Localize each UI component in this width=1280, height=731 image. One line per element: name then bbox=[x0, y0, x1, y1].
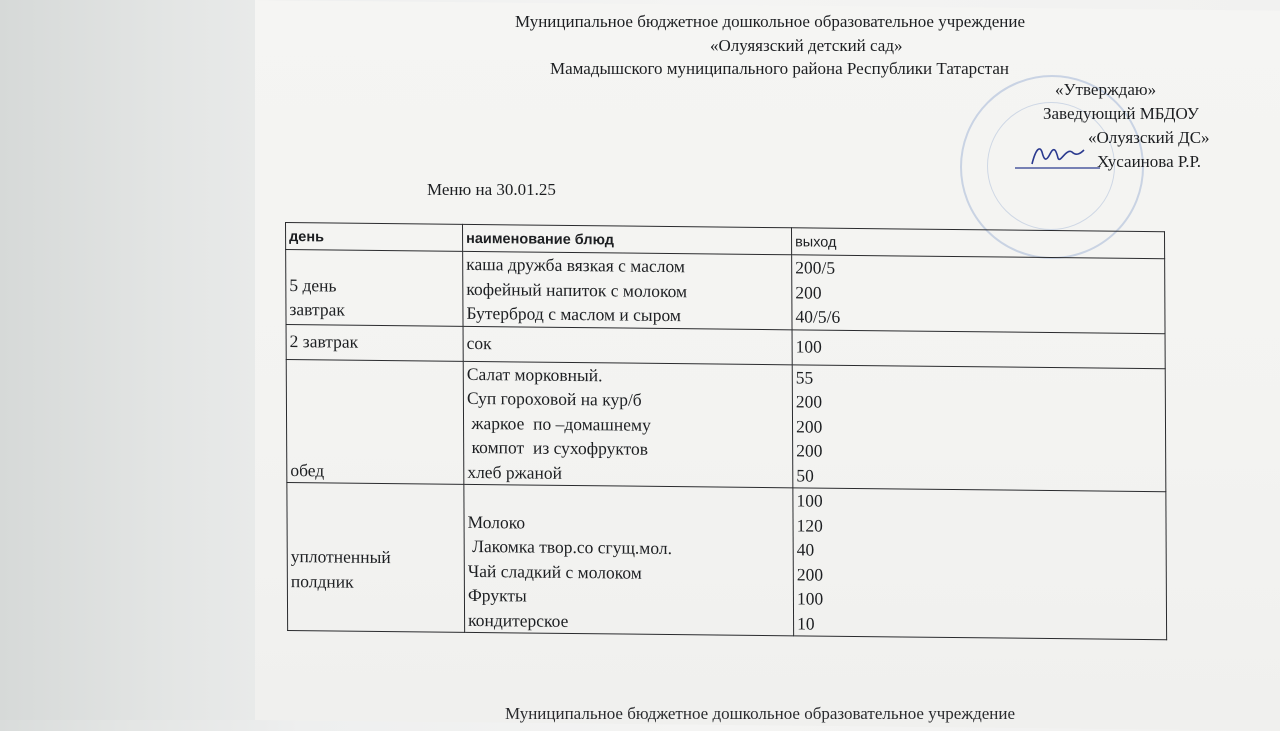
dish-name: Чай сладкий с молоком bbox=[467, 560, 642, 583]
yield-value: 55 bbox=[795, 366, 814, 388]
dish-name: компот из сухофруктов bbox=[467, 436, 649, 459]
yield-value: 100 bbox=[795, 336, 822, 357]
dish-name: Молоко bbox=[467, 511, 526, 533]
day-label: 5 день bbox=[289, 274, 337, 296]
menu-table bbox=[285, 222, 1167, 640]
yield-value: 200 bbox=[795, 415, 823, 437]
yield-value: 100 bbox=[796, 588, 824, 609]
approval-label: «Утверждаю» bbox=[1055, 80, 1157, 99]
org-name-line2: «Олуяязский детский сад» bbox=[710, 36, 903, 55]
day-cell bbox=[286, 250, 463, 326]
day-label: 2 завтрак bbox=[289, 331, 359, 353]
dish-name: каша дружба вязкая с маслом bbox=[466, 253, 686, 277]
dish-cell bbox=[463, 326, 792, 364]
dish-name: жаркое по –домашнему bbox=[466, 412, 651, 435]
menu-title: Меню на 30.01.25 bbox=[427, 180, 556, 199]
yield-value: 200/5 bbox=[795, 257, 836, 278]
day-cell bbox=[287, 483, 465, 633]
yield-value: 100 bbox=[796, 490, 823, 511]
approval-signer: Хусаинова Р.Р. bbox=[1097, 152, 1202, 171]
yield-value: 200 bbox=[795, 391, 823, 412]
header-dish: наименование блюд bbox=[463, 224, 792, 254]
dish-cell bbox=[463, 251, 792, 329]
dish-name: кофейный напиток с молоком bbox=[466, 278, 688, 301]
dish-name: Лакомка твор.со сгущ.мол. bbox=[467, 535, 673, 559]
table-row bbox=[286, 250, 1165, 334]
dish-name: Бутерброд с маслом и сыром bbox=[466, 302, 681, 326]
yield-value: 10 bbox=[797, 612, 815, 634]
yield-value: 40 bbox=[796, 539, 815, 560]
yield-cell bbox=[793, 488, 1167, 640]
dish-name: Фрукты bbox=[467, 584, 527, 606]
footer-partial-text: Муниципальное бюджетное дошкольное образовательное учреждение bbox=[505, 704, 1015, 723]
org-name-line1: Муниципальное бюджетное дошкольное образовательное учреждение bbox=[515, 12, 1025, 31]
yield-value: 200 bbox=[796, 440, 823, 461]
day-label: полдник bbox=[290, 570, 354, 592]
day-label: уплотненный bbox=[290, 546, 391, 568]
dish-name: сок bbox=[466, 333, 492, 354]
yield-value: 200 bbox=[795, 281, 822, 303]
day-label: обед bbox=[290, 459, 325, 480]
yield-cell bbox=[792, 364, 1166, 491]
dish-name: хлеб ржаной bbox=[467, 461, 562, 483]
yield-value: 120 bbox=[796, 514, 823, 536]
yield-value: 50 bbox=[796, 464, 814, 486]
yield-value: 40/5/6 bbox=[795, 306, 841, 327]
header-yield: выход bbox=[791, 228, 1164, 259]
header-day: день bbox=[286, 223, 463, 252]
dish-name: Суп гороховой на кур/б bbox=[466, 387, 642, 410]
day-cell bbox=[286, 359, 464, 484]
org-name-line3: Мамадышского муниципального района Республики Татарстан bbox=[550, 59, 1009, 78]
dish-name: Салат морковный. bbox=[466, 363, 603, 385]
dish-cell bbox=[463, 361, 793, 488]
table-row bbox=[286, 359, 1166, 492]
day-label: завтрак bbox=[289, 299, 345, 320]
day-cell bbox=[286, 324, 463, 361]
yield-cell bbox=[792, 255, 1165, 333]
yield-value: 200 bbox=[796, 563, 824, 585]
yield-cell bbox=[792, 329, 1165, 368]
approval-org: «Олуязский ДС» bbox=[1088, 128, 1210, 147]
table-row bbox=[287, 483, 1167, 640]
approval-position: Заведующий МБДОУ bbox=[1043, 104, 1199, 123]
dish-cell bbox=[464, 484, 794, 635]
dish-name: кондитерское bbox=[468, 609, 569, 631]
